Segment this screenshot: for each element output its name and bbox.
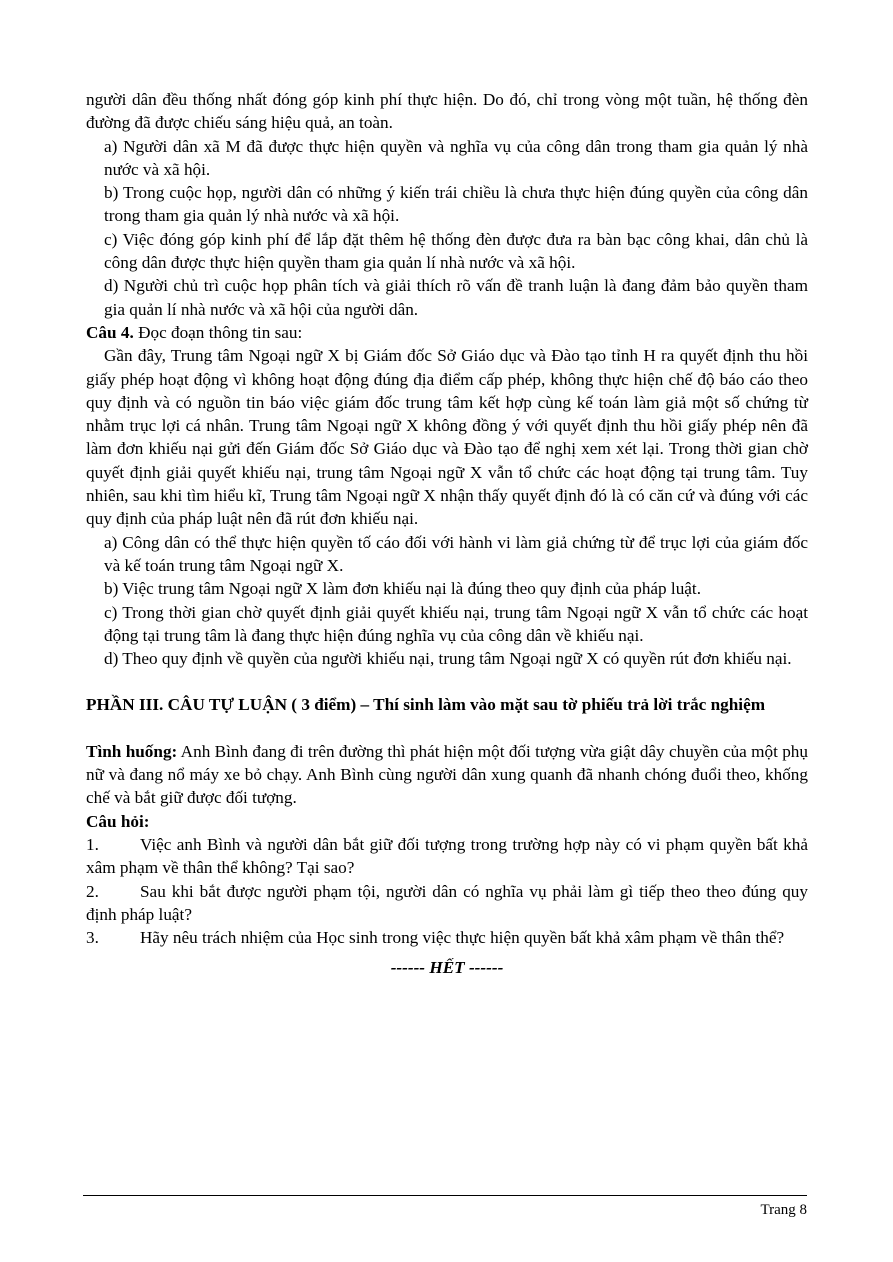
situation-label: Tình huống: bbox=[86, 741, 178, 761]
q4-option-c: c) Trong thời gian chờ quyết định giải quyết khiếu nại, trung tâm Ngoại ngữ X vẫn tổ chức các hoạt động tại trung tâm là đang thực hiện đúng nghĩa vụ của công dân về khiếu nại. bbox=[104, 602, 808, 645]
q4-passage: Gần đây, Trung tâm Ngoại ngữ X bị Giám đốc Sở Giáo dục và Đào tạo tỉnh H ra quyết định thu hồi giấy phép hoạt động vì không hoạt động đúng địa điểm cấp phép, không thực hiện chế độ báo cáo theo quy định và có nguồn tin báo việc giám đốc trung tâm kết hợp cùng kế toán làm giả một số chứng từ nhằm trục lợi cá nhân. Trung tâm Ngoại ngữ X không đồng ý với quyết định thu hồi giấy phép nên đã làm đơn khiếu nại gửi đến Giám đốc Sở Giáo dục và Đào tạo để nghị xem xét lại. Trong thời gian chờ quyết định giải quyết khiếu nại, trung tâm Ngoại ngữ X vẫn tổ chức các hoạt động tại trung tâm. Tuy nhiên, sau khi tìm hiểu kĩ, Trung tâm Ngoại ngữ X nhận thấy quyết định đó là có căn cứ và đúng với các quy định của pháp luật nên đã rút đơn khiếu nại. bbox=[86, 346, 808, 529]
end-mark: ------ HẾT ------ bbox=[390, 958, 504, 978]
q4-label: Câu 4. bbox=[86, 322, 134, 342]
situation-paragraph bbox=[86, 740, 808, 810]
question-1-text: Việc anh Bình và người dân bắt giữ đối tượng trong trường hợp này có vi phạm quyền bất khả xâm phạm về thân thể không? Tại sao? bbox=[86, 834, 808, 878]
q4-option-d: d) Theo quy định về quyền của người khiếu nại, trung tâm Ngoại ngữ X có quyền rút đơn khiếu nại. bbox=[104, 649, 792, 669]
question-3-text: Hãy nêu trách nhiệm của Học sinh trong việc thực hiện quyền bất khả xâm phạm về thân thể? bbox=[140, 928, 785, 948]
q3-option-b: b) Trong cuộc họp, người dân có những ý kiến trái chiều là chưa thực hiện đúng quyền của công dân trong tham gia quản lý nhà nước và xã hội. bbox=[104, 183, 808, 226]
footer-divider bbox=[83, 1195, 807, 1196]
intro-paragraph: người dân đều thống nhất đóng góp kinh phí thực hiện. Do đó, chỉ trong vòng một tuần, hệ thống đèn đường đã được chiếu sáng hiệu quả, an toàn. bbox=[86, 90, 808, 133]
questions-label bbox=[86, 810, 808, 833]
part3-heading-text: PHẦN III. CÂU TỰ LUẬN ( 3 điểm) – Thí sinh làm vào mặt sau tờ phiếu trả lời trắc nghiệm bbox=[86, 695, 766, 715]
question-2-text: Sau khi bắt được người phạm tội, người dân có nghĩa vụ phải làm gì tiếp theo theo đúng quy định pháp luật? bbox=[86, 881, 808, 924]
q4-heading bbox=[86, 321, 808, 344]
question-3 bbox=[86, 926, 808, 949]
page-number: Trang 8 bbox=[760, 1202, 807, 1218]
questions-label-text: Câu hỏi: bbox=[86, 811, 150, 831]
q4-options bbox=[86, 531, 808, 671]
q3-option-a: a) Người dân xã M đã được thực hiện quyền và nghĩa vụ của công dân trong tham gia quản lý nhà nước và xã hội. bbox=[104, 136, 808, 179]
part3-heading bbox=[86, 693, 808, 716]
question-1 bbox=[86, 833, 808, 880]
q4-option-b: b) Việc trung tâm Ngoại ngữ X làm đơn khiếu nại là đúng theo quy định của pháp luật. bbox=[104, 579, 702, 599]
situation-text: Anh Bình đang đi trên đường thì phát hiện một đối tượng vừa giật dây chuyền của một phụ nữ và đang nổ máy xe bỏ chạy. Anh Bình cùng người dân xung quanh đã nhanh chóng đuổi theo, khống chế và bắt giữ được đối tượng. bbox=[86, 741, 808, 808]
question-2-number: 2. bbox=[86, 881, 99, 901]
document-body bbox=[86, 88, 808, 996]
q4-prompt: Đọc đoạn thông tin sau: bbox=[133, 322, 303, 342]
q3-options bbox=[86, 135, 808, 321]
question-3-number: 3. bbox=[86, 928, 99, 948]
q3-option-c: c) Việc đóng góp kinh phí để lắp đặt thêm hệ thống đèn được đưa ra bàn bạc công khai, dân chủ là công dân được thực hiện quyền tham gia quản lí nhà nước và xã hội. bbox=[104, 229, 808, 273]
question-2 bbox=[86, 880, 808, 927]
q3-option-d: d) Người chủ trì cuộc họp phân tích và giải thích rõ vấn đề tranh luận là đang đảm bảo quyền tham gia quản lí nhà nước và xã hội của người dân. bbox=[104, 276, 808, 319]
question-1-number: 1. bbox=[86, 834, 99, 854]
q4-option-a: a) Công dân có thể thực hiện quyền tố cáo đối với hành vi làm giả chứng từ để trục lợi của giám đốc và kế toán trung tâm Ngoại ngữ X. bbox=[104, 532, 808, 575]
